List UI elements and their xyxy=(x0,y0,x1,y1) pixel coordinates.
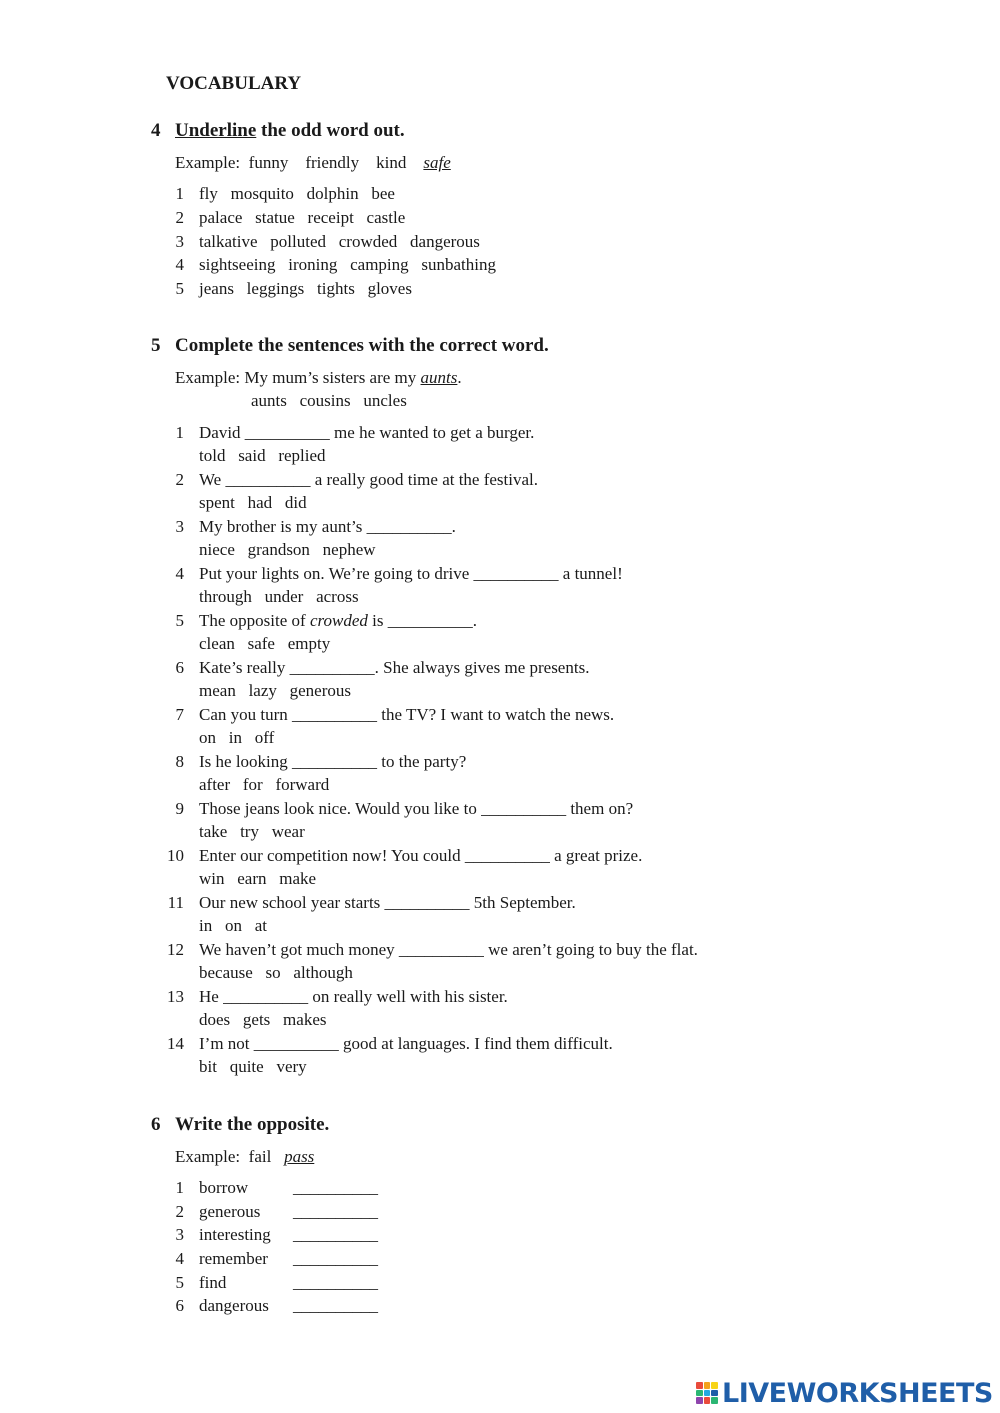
item-words: talkative polluted crowded dangerous xyxy=(199,232,480,251)
item-number: 10 xyxy=(167,846,184,865)
item-options: bit quite very xyxy=(199,1057,307,1076)
item-number: 6 xyxy=(175,658,184,677)
logo-mark-cell xyxy=(704,1382,711,1389)
section-5-title xyxy=(151,335,549,357)
example-word: friendly xyxy=(305,153,360,172)
section-5-number: 5 xyxy=(151,335,161,356)
example-label: Example: xyxy=(175,1147,241,1166)
answer-blank[interactable]: __________ xyxy=(293,1225,378,1244)
example-word: funny xyxy=(248,153,289,172)
item-words: sightseeing ironing camping sunbathing xyxy=(199,255,496,274)
example-answer: pass xyxy=(284,1147,315,1166)
item-number: 4 xyxy=(175,1249,184,1268)
item-number: 11 xyxy=(167,893,184,912)
item-options: after for forward xyxy=(199,775,330,794)
item-options: spent had did xyxy=(199,493,307,512)
section-5-example-options: aunts cousins uncles xyxy=(251,391,407,410)
section-6-example xyxy=(175,1147,314,1167)
item-sentence: He __________ on really well with his sister. xyxy=(199,987,508,1006)
logo-mark-cell xyxy=(696,1382,703,1389)
item-sentence: I’m not __________ good at languages. I find them difficult. xyxy=(199,1034,613,1053)
item-sentence: Put your lights on. We’re going to drive __________ a tunnel! xyxy=(199,564,623,583)
item-options: take try wear xyxy=(199,822,305,841)
item-options: in on at xyxy=(199,916,267,935)
sentence-part: is __________. xyxy=(367,611,477,630)
answer-blank[interactable]: __________ xyxy=(293,1202,378,1221)
item-number: 1 xyxy=(175,1178,184,1197)
logo-mark-cell xyxy=(696,1390,703,1397)
item-word: borrow xyxy=(199,1178,249,1197)
item-sentence: My brother is my aunt’s __________. xyxy=(199,517,456,536)
item-number: 8 xyxy=(175,752,184,771)
logo-text: LIVEWORKSHEETS xyxy=(722,1377,993,1409)
item-options: clean safe empty xyxy=(199,634,331,653)
logo-mark-cell xyxy=(711,1390,718,1397)
section-4-example xyxy=(175,153,451,173)
item-sentence: Is he looking __________ to the party? xyxy=(199,752,467,771)
answer-blank[interactable]: __________ xyxy=(293,1296,378,1315)
item-words: jeans leggings tights gloves xyxy=(199,279,412,298)
item-word: remember xyxy=(199,1249,268,1268)
item-words: palace statue receipt castle xyxy=(199,208,406,227)
logo-mark-cell xyxy=(711,1397,718,1404)
logo-mark-cell xyxy=(696,1397,703,1404)
sentence-italic: crowded xyxy=(309,611,368,630)
section-6-number: 6 xyxy=(151,1114,161,1135)
item-number: 5 xyxy=(175,611,184,630)
item-options: niece grandson nephew xyxy=(199,540,376,559)
item-number: 1 xyxy=(175,184,184,203)
item-number: 6 xyxy=(175,1296,184,1315)
section-6-title-text: Write the opposite. xyxy=(175,1114,330,1135)
item-options: told said replied xyxy=(199,446,326,465)
example-label: Example: xyxy=(175,368,241,387)
item-word: dangerous xyxy=(199,1296,269,1315)
item-number: 3 xyxy=(175,517,184,536)
item-number: 12 xyxy=(167,940,184,959)
example-word: kind xyxy=(376,153,407,172)
item-number: 5 xyxy=(175,279,184,298)
item-sentence: Those jeans look nice. Would you like to __________ them on? xyxy=(199,799,634,818)
item-sentence: David __________ me he wanted to get a burger. xyxy=(199,423,535,442)
item-sentence: Kate’s really __________. She always gives me presents. xyxy=(199,658,590,677)
item-sentence: Our new school year starts __________ 5th September. xyxy=(199,893,576,912)
item-number: 14 xyxy=(167,1034,184,1053)
answer-blank[interactable]: __________ xyxy=(293,1178,378,1197)
logo-mark-cell xyxy=(704,1390,711,1397)
answer-blank[interactable]: __________ xyxy=(293,1273,378,1292)
item-number: 5 xyxy=(175,1273,184,1292)
item-sentence: We haven’t got much money __________ we aren’t going to buy the flat. xyxy=(199,940,698,959)
section-5-example xyxy=(175,368,462,388)
item-number: 2 xyxy=(175,1202,184,1221)
section-5-title-text: Complete the sentences with the correct word. xyxy=(175,335,549,356)
item-word: find xyxy=(199,1273,227,1292)
item-sentence: Can you turn __________ the TV? I want to watch the news. xyxy=(199,705,615,724)
answer-blank[interactable]: __________ xyxy=(293,1249,378,1268)
item-number: 3 xyxy=(175,1225,184,1244)
page-heading: VOCABULARY xyxy=(166,73,302,94)
example-sentence: My mum’s sisters are my xyxy=(244,368,421,387)
liveworksheets-logo xyxy=(696,1378,993,1408)
section-4-title-rest: the odd word out. xyxy=(256,120,405,141)
example-answer: safe xyxy=(423,153,451,172)
item-number: 2 xyxy=(175,208,184,227)
item-number: 3 xyxy=(175,232,184,251)
item-sentence xyxy=(199,611,477,631)
sentence-part: The opposite of xyxy=(199,611,310,630)
item-number: 4 xyxy=(175,255,184,274)
item-word: interesting xyxy=(199,1225,271,1244)
logo-mark-icon xyxy=(696,1382,718,1404)
item-options: because so although xyxy=(199,963,353,982)
item-sentence: We __________ a really good time at the festival. xyxy=(199,470,539,489)
item-options: through under across xyxy=(199,587,359,606)
item-number: 2 xyxy=(175,470,184,489)
section-4-number: 4 xyxy=(151,120,161,141)
item-options: mean lazy generous xyxy=(199,681,351,700)
example-end: . xyxy=(457,368,462,387)
item-number: 1 xyxy=(175,423,184,442)
section-4-title-underlined: Underline xyxy=(175,120,257,141)
item-number: 13 xyxy=(167,987,184,1006)
section-6-title xyxy=(151,1114,329,1136)
logo-mark-cell xyxy=(704,1397,711,1404)
section-4-title xyxy=(151,120,405,142)
item-number: 4 xyxy=(175,564,184,583)
example-word: fail xyxy=(248,1147,272,1166)
logo-mark-cell xyxy=(711,1382,718,1389)
item-number: 7 xyxy=(175,705,184,724)
item-options: does gets makes xyxy=(199,1010,327,1029)
item-options: win earn make xyxy=(199,869,317,888)
item-word: generous xyxy=(199,1202,261,1221)
example-label: Example: xyxy=(175,153,241,172)
example-answer: aunts xyxy=(420,368,458,387)
item-sentence: Enter our competition now! You could __________ a great prize. xyxy=(199,846,643,865)
item-options: on in off xyxy=(199,728,275,747)
item-number: 9 xyxy=(175,799,184,818)
item-words: fly mosquito dolphin bee xyxy=(199,184,395,203)
